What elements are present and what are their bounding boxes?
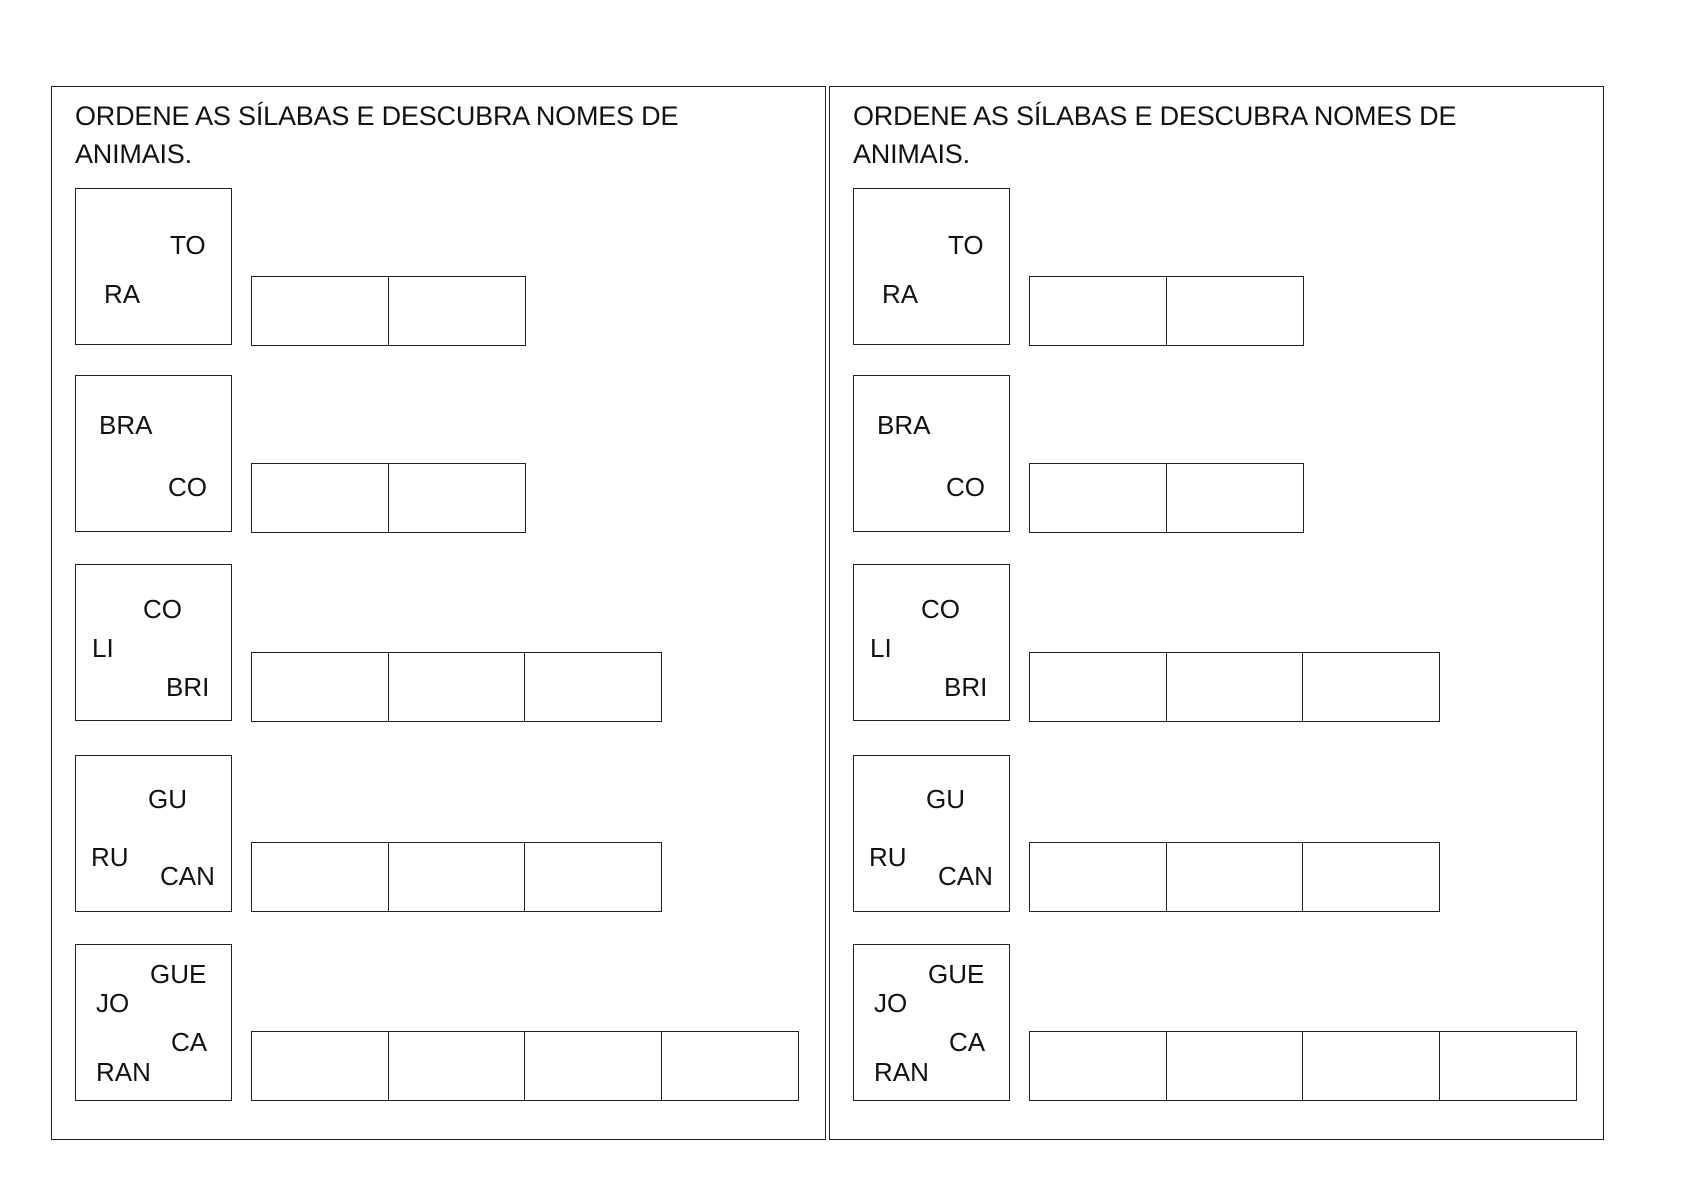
syllable: BRA (99, 410, 153, 440)
syllable: GU (148, 784, 187, 814)
answer-cell[interactable] (388, 276, 526, 346)
syllable-box (75, 188, 232, 345)
syllable: RA (882, 279, 919, 309)
syllable: CO (143, 594, 182, 624)
syllable: RAN (874, 1057, 929, 1087)
answer-cell[interactable] (524, 842, 662, 912)
answer-boxes (1029, 463, 1304, 533)
answer-boxes (1029, 842, 1440, 912)
syllable: BRI (944, 672, 988, 702)
answer-boxes (1029, 1031, 1577, 1101)
syllable: CO (921, 594, 960, 624)
answer-cell[interactable] (251, 276, 389, 346)
syllable: RAN (96, 1057, 151, 1087)
answer-cell[interactable] (1302, 652, 1440, 722)
answer-boxes (251, 463, 526, 533)
answer-boxes (251, 652, 662, 722)
syllable: RU (91, 842, 129, 872)
syllable: BRA (877, 410, 931, 440)
answer-cell[interactable] (661, 1031, 799, 1101)
answer-boxes (251, 276, 526, 346)
syllable: BRI (166, 672, 210, 702)
syllable: TO (948, 230, 984, 260)
answer-cell[interactable] (388, 1031, 526, 1101)
answer-cell[interactable] (388, 842, 526, 912)
syllable: CAN (160, 861, 215, 891)
syllable: CO (946, 472, 985, 502)
answer-cell[interactable] (251, 842, 389, 912)
syllable: GU (926, 784, 965, 814)
answer-cell[interactable] (1166, 652, 1304, 722)
answer-cell[interactable] (1166, 463, 1304, 533)
worksheet-right (829, 86, 1604, 1140)
syllable: LI (92, 633, 114, 663)
syllable: GUE (150, 959, 207, 989)
syllable-box (75, 944, 232, 1101)
answer-boxes (251, 842, 662, 912)
worksheet-left (51, 86, 826, 1140)
answer-cell[interactable] (1166, 276, 1304, 346)
syllable-box (853, 564, 1010, 721)
syllable: TO (170, 230, 206, 260)
answer-cell[interactable] (1029, 276, 1167, 346)
syllable: RA (104, 279, 141, 309)
answer-cell[interactable] (251, 652, 389, 722)
answer-cell[interactable] (1029, 652, 1167, 722)
answer-cell[interactable] (1302, 842, 1440, 912)
answer-cell[interactable] (1302, 1031, 1440, 1101)
answer-cell[interactable] (524, 652, 662, 722)
syllable: RU (869, 842, 907, 872)
syllable: JO (874, 988, 908, 1018)
answer-boxes (251, 1031, 799, 1101)
answer-boxes (1029, 276, 1304, 346)
syllable-box (75, 375, 232, 532)
syllable: GUE (928, 959, 985, 989)
syllable-box (75, 564, 232, 721)
answer-boxes (1029, 652, 1440, 722)
answer-cell[interactable] (1029, 463, 1167, 533)
answer-cell[interactable] (388, 652, 526, 722)
instruction-text: ORDENE AS SÍLABAS E DESCUBRA NOMES DE ANIMAIS. (853, 101, 1457, 169)
answer-cell[interactable] (388, 463, 526, 533)
answer-cell[interactable] (251, 1031, 389, 1101)
syllable-box (75, 755, 232, 912)
syllable: CAN (938, 861, 993, 891)
syllable-box (853, 944, 1010, 1101)
syllable-box (853, 375, 1010, 532)
syllable: CA (171, 1027, 208, 1057)
syllable: CA (949, 1027, 986, 1057)
syllable: CO (168, 472, 207, 502)
syllable: LI (870, 633, 892, 663)
answer-cell[interactable] (1166, 1031, 1304, 1101)
answer-cell[interactable] (251, 463, 389, 533)
answer-cell[interactable] (1029, 1031, 1167, 1101)
syllable-box (853, 188, 1010, 345)
syllable-box (853, 755, 1010, 912)
answer-cell[interactable] (1166, 842, 1304, 912)
answer-cell[interactable] (524, 1031, 662, 1101)
syllable: JO (96, 988, 130, 1018)
answer-cell[interactable] (1029, 842, 1167, 912)
instruction-text: ORDENE AS SÍLABAS E DESCUBRA NOMES DE ANIMAIS. (75, 101, 679, 169)
answer-cell[interactable] (1439, 1031, 1577, 1101)
